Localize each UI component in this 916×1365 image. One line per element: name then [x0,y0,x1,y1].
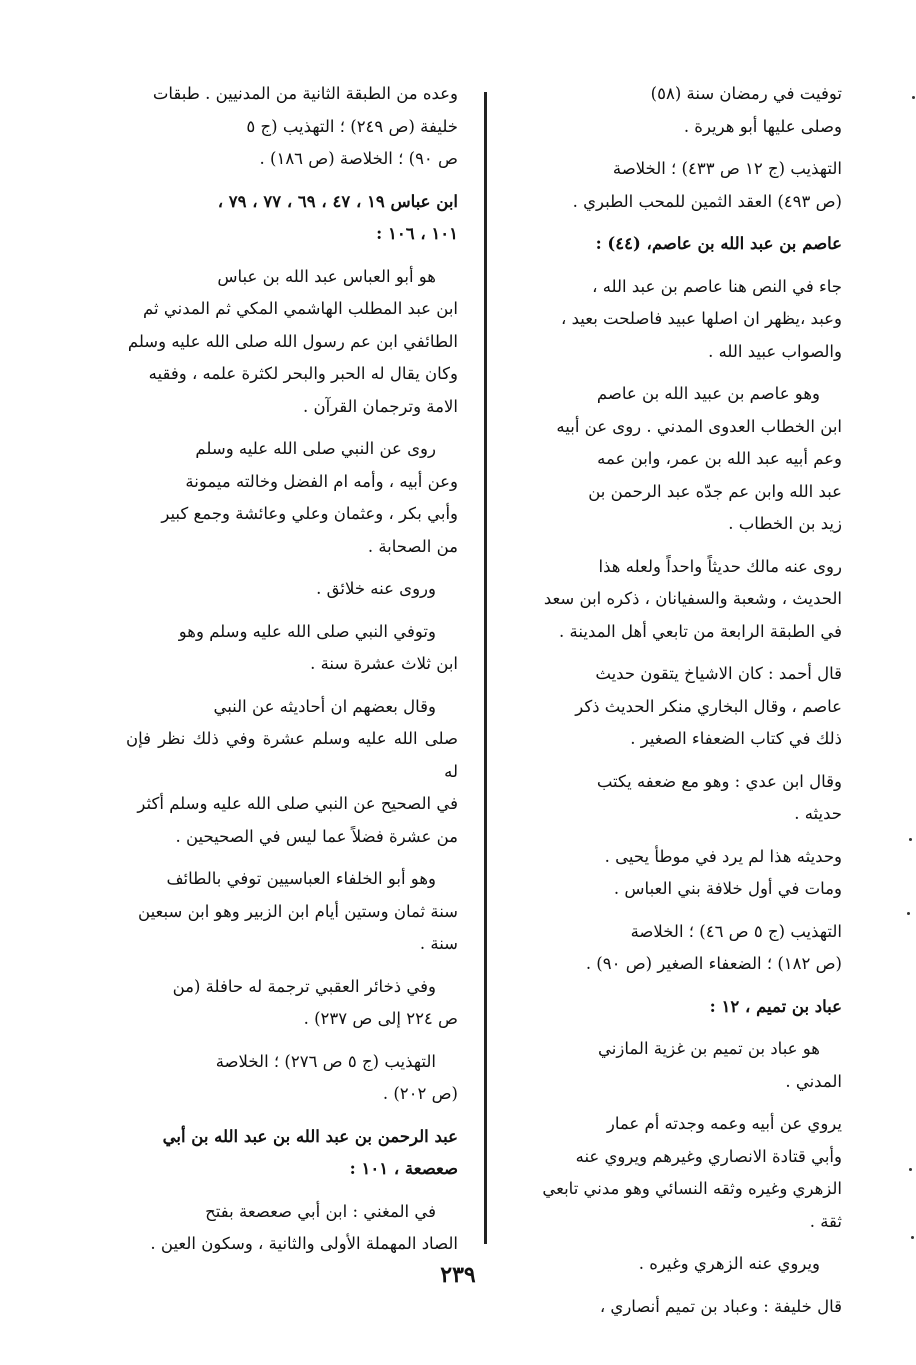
entry-heading: ابن عباس ١٩ ، ٤٧ ، ٦٩ ، ٧٧ ، ٧٩ ، ١٠١ ، ١٠٦ : [217,191,458,243]
entry-heading: عاصم بن عبد الله بن عاصم، (٤٤) : [595,234,842,253]
paragraph: وقال بعضهم ان أحاديثه عن النبي صلى الله عليه وسلم عشرة وفي ذلك نظر فإن له في الصحيح عن النبي صلى الله عليه وسلم أكثر من عشرة فضلاً عما ليس في الصحيحين . [126,696,458,846]
paragraph: روى عن النبي صلى الله عليه وسلم وعن أبيه ، وأمه ام الفضل وخالته ميمونة وأبي بكر ، وعثمان وعلي وعائشة وجمع كبير من الصحابة . [161,439,458,556]
paragraph: وعده من الطبقة الثانية من المدنيين . طبقات خليفة (ص ٢٤٩) ؛ التهذيب (ج ٥ ص ٩٠) ؛ الخلاصة (ص ١٨٦) . [152,84,458,168]
entry-heading: عباد بن تميم ، ١٢ : [709,996,842,1016]
paragraph: وهو أبو الخلفاء العباسيين توفي بالطائف سنة ثمان وستين أيام ابن الزبير وهو ابن سبعين سنة . [138,869,458,953]
paragraph: وروى عنه خلائق . [316,579,436,598]
scan-speck [907,912,910,915]
scan-speck [909,1168,912,1171]
page-number: ٢٣٩ [440,1262,476,1288]
paragraph: التهذيب (ج ٥ ص ٢٧٦) ؛ الخلاصة (ص ٢٠٢) . [215,1051,458,1103]
paragraph: في المغني : ابن أبي صعصعة بفتح الصاد المهملة الأولى والثانية ، وسكون العين . [150,1201,458,1253]
paragraph: التهذيب (ج ١٢ ص ٤٣٣) ؛ الخلاصة (ص ٤٩٣) العقد الثمين للمحب الطبري . [572,159,842,211]
paragraph: وحديثه هذا لم يرد في موطأ يحيى . ومات في أول خلافة بني العباس . [604,846,842,898]
paragraph: التهذيب (ج ٥ ص ٤٦) ؛ الخلاصة (ص ١٨٢) ؛ الضعفاء الصغير (ص ٩٠) . [585,921,842,973]
paragraph: يروي عن أبيه وعمه وجدته أم عمار وأبي قتادة الانصاري وغيرهم ويروي عنه الزهري وغيره وثقه النسائي وهو مدني تابعي ثقة . [542,1114,842,1231]
paragraph: وقال ابن عدي : وهو مع ضعفه يكتب حديثه . [596,771,842,823]
left-column [126,78,458,1271]
paragraph: ويروي عنه الزهري وغيره . [638,1254,820,1273]
scan-speck [912,96,915,99]
paragraph: وتوفي النبي صلى الله عليه وسلم وهو ابن ثلاث عشرة سنة . [178,621,458,673]
paragraph: جاء في النص هنا عاصم بن عبد الله ، وعبد ،يظهر ان اصلها عبيد فاصلحت بعيد ، والصواب عبيد الله . [561,276,842,361]
paragraph: قال خليفة : وعباد بن تميم أنصاري ، [599,1296,842,1316]
paragraph: قال أحمد : كان الاشياخ يتقون حديث عاصم ، وقال البخاري منكر الحديث ذكر ذلك في كتاب الضعفاء الصغير . [575,664,842,748]
scan-speck [909,838,912,841]
paragraph: هو أبو العباس عبد الله بن عباس ابن عبد المطلب الهاشمي المكي ثم المدني ثم الطائفي ابن عم رسول الله صلى الله عليه وسلم وكان يقال له الحبر والبحر لكثرة علمه ، وفقيه الامة وترجمان القرآن . [127,266,458,416]
paragraph: وفي ذخائر العقبي ترجمة له حافلة (من ص ٢٢٤ إلى ص ٢٣٧) . [172,976,458,1028]
entry-heading: عبد الرحمن بن عبد الله بن عبد الله بن أبي صعصعة ، ١٠١ : [162,1126,458,1178]
paragraph: هو عباد بن تميم بن غزية المازني المدني . [598,1039,842,1091]
paragraph: وهو عاصم بن عبيد الله بن عاصم ابن الخطاب العدوى المدني . روى عن أبيه وعم أبيه عبد الله بن عمر، وابن عمه عبد الله وابن عم جدّه عبد الرحمن بن زيد بن الخطاب . [556,384,842,533]
paragraph: توفيت في رمضان سنة (٥٨) وصلى عليها أبو هريرة . [650,84,842,136]
column-divider [484,92,487,1244]
paragraph: روى عنه مالك حديثاً واحداً ولعله هذا الحديث ، وشعبة والسفيانان ، ذكره ابن سعد في الطبقة الرابعة من تابعي أهل المدينة . [543,556,842,641]
right-column [512,78,842,1333]
scan-speck [911,1236,914,1239]
